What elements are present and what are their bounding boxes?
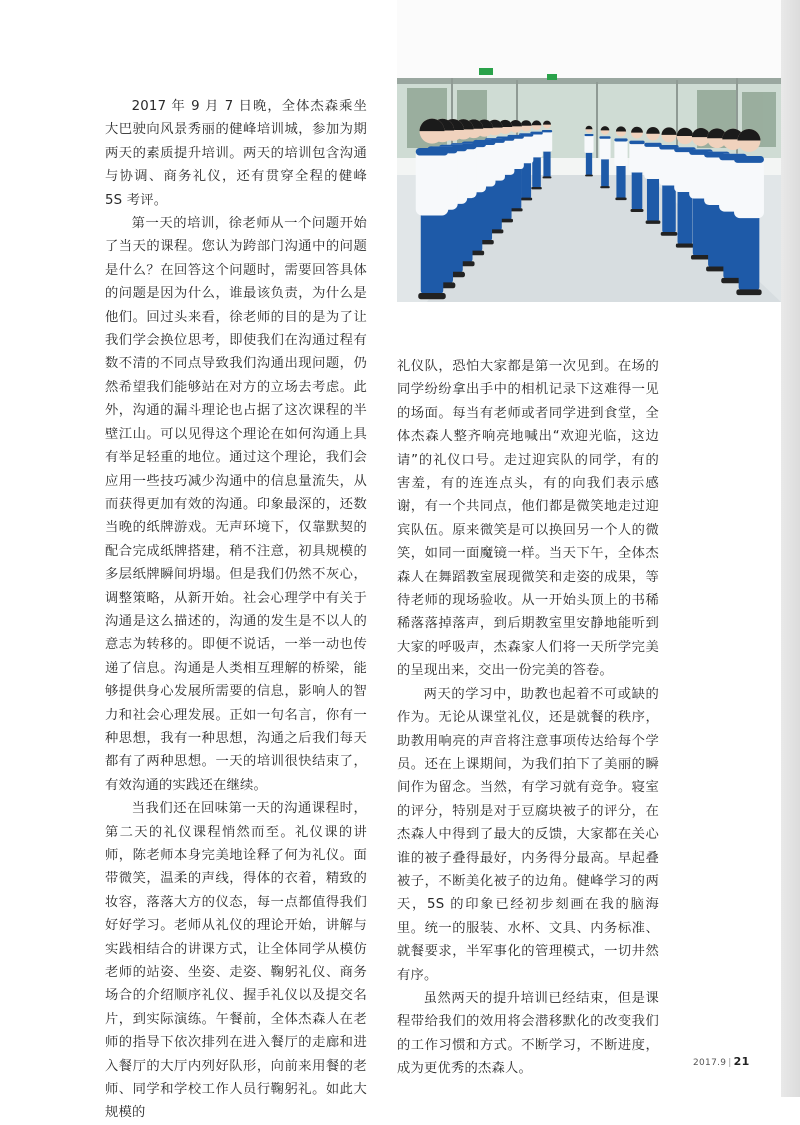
article-paragraph: 当我们还在回味第一天的沟通课程时，第二天的礼仪课程悄然而至。礼仪课的讲师，陈老师本身完美地诠释了何为礼仪。面带微笑，温柔的声线，得体的衣着，精致的妆容，落落大方的仪态，每一点都值得我们好好学习。老师从礼仪的理论开始，讲解与实践相结合的讲课方式，让全体同学从模仿老师的站姿、坐姿、走姿、鞠躬礼仪、商务场合的介绍顺序礼仪、握手礼仪以及提交名片，到实际演练。午餐前，全体杰森人在老师的指导下依次排列在进入餐厅的走廊和进入餐厅的大厅内列好队形，向前来用餐的老师、同学和学校工作人员行鞠躬礼。如此大规模的 (105, 801, 367, 1121)
article-paragraph: 礼仪队，恐怕大家都是第一次见到。在场的同学纷纷拿出手中的相机记录下这难得一见的场面。每当有老师或者同学进到食堂，全体杰森人整齐响亮地喊出“欢迎光临，这边请”的礼仪口号。走过迎宾队的同学，有的害羞，有的连连点头，有的向我们表示感谢，有一个共同点，他们都是微笑地走过迎宾队伍。原来微笑是可以换回另一个人的微笑，如同一面魔镜一样。当天下午，全体杰森人在舞蹈教室展现微笑和走姿的成果，等待老师的现场验收。从一开始头顶上的书稀稀落落掉落声，到后期教室里安静地能听到大家的呼吸声，杰森家人们将一天所学完美的呈现出来，交出一份完美的答卷。 (397, 359, 659, 679)
article-paragraph: 第一天的培训，徐老师从一个问题开始了当天的课程。您认为跨部门沟通中的问题是什么？在回答这个问题时，需要回答具体的问题是因为什么，谁最该负责，为什么是他们。回过头来看，徐老师的目的是为了让我们学会换位思考，即使我们在沟通过程有数不清的不同点导致我们沟通出现问题，仍然希望我们能够站在对方的立场去考虑。此外，沟通的漏斗理论也占据了这次课程的半壁江山。可以见得这个理论在如何沟通上具有举足轻重的地位。通过这个理论，我们会应用一些技巧减少沟通中的信息量流失，从而获得更加有效的沟通。印象最深的，还数当晚的纸牌游戏。无声环境下，仅靠默契的配合完成纸牌搭建，稍不注意，初具规模的多层纸牌瞬间坍塌。但是我们仍然不灰心，调整策略，从新开始。社会心理学中有关于沟通是这么描述的，沟通的发生是不以人的意志为转移的。即便不说话，一举一动也传递了信息。沟通是人类相互理解的桥梁，能够提供身心发展所需要的信息，影响人的智力和社会心理发展。正如一句名言，你有一种思想，我有一种思想，沟通之后我们每天都有了两种思想。一天的培训很快结束了，有效沟通的实践还在继续。 (105, 216, 367, 793)
issue-label: 2017.9 (693, 1058, 727, 1068)
article-right-column (397, 355, 659, 1081)
article-paragraph: 2017 年 9 月 7 日晚，全体杰森乘坐大巴驶向风景秀丽的健峰培训城，参加为期两天的素质提升培训。两天的培训包含沟通与协调、商务礼仪，还有贯穿全程的健峰 5S 考评。 (105, 99, 367, 208)
article-paragraph: 两天的学习中，助教也起着不可或缺的作为。无论从课堂礼仪，还是就餐的秩序，助教用响亮的声音将注意事项传达给每个学员。还在上课期间，为我们拍下了美丽的瞬间作为留念。当然，有学习就有竞争。寝室的评分，特别是对于豆腐块被子的评分，在杰森人中得到了最大的反馈，大家都在关心谁的被子叠得最好，内务得分最高。早起叠被子，不断美化被子的边角。健峰学习的两天，5S 的印象已经初步刻画在我的脑海里。统一的服装、水杯、文具、内务标准、就餐要求，半军事化的管理模式，一切井然有序。 (397, 686, 659, 983)
article-left-column (105, 95, 367, 1125)
article-paragraph: 虽然两天的提升培训已经结束，但是课程带给我们的效用将会潜移默化的改变我们的工作习惯和方式。不断学习，不断进度，成为更优秀的杰森人。 (397, 990, 659, 1077)
footer-separator: | (728, 1058, 732, 1068)
article-photo (397, 0, 781, 302)
page-edge-strip (781, 0, 800, 1097)
page-number: 21 (733, 1055, 750, 1068)
page-footer (693, 1055, 750, 1068)
